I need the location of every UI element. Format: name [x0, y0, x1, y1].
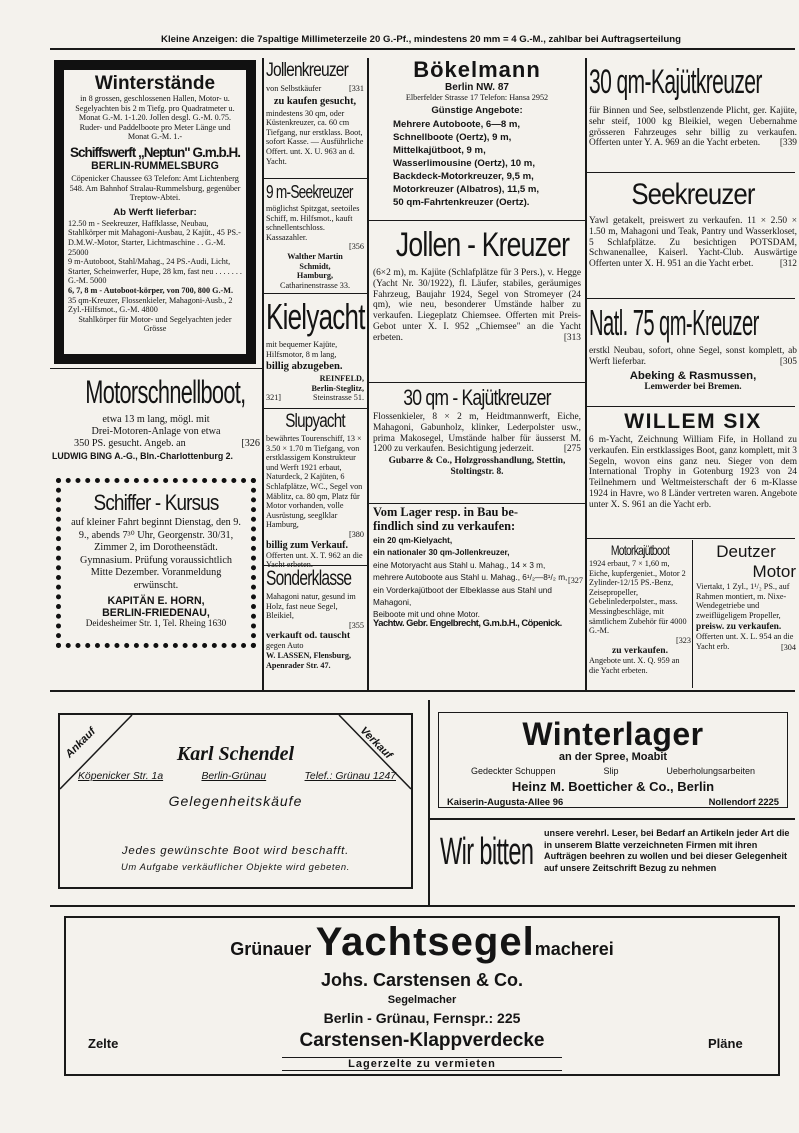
ad-seekreuzer-right — [589, 174, 797, 270]
ad-rule — [429, 818, 795, 820]
ad-willemsix — [589, 408, 797, 511]
ad-name: Walther Martin — [287, 251, 343, 261]
list-item: eine Motoryacht aus Stahl u. Mahag., 14 × 3 m, — [373, 560, 546, 570]
ad-title: 9 m-Seekreuzer — [266, 182, 353, 202]
ad-title: Schiffer - Kursus — [93, 490, 219, 515]
corner-label-left: Ankauf — [63, 725, 99, 761]
ad-title: Sonderklasse — [266, 567, 352, 590]
ad-title: Motorschnellboot, — [85, 374, 246, 410]
ad-name: Schmidt, — [299, 261, 331, 271]
ad-title: Bökelmann — [413, 57, 541, 82]
ad-text: bewährtes Tourenschiff, 13 × 3.50 × 1.70 m Tiefgang, von erstklassigem Konstrukteur und Werft 1921 erbaut, Naturdeck, 2 Kajüten, 6 Schlafplätze, WC., Segel von Mäblitz, ca. 80 qm, Platz für Motor vorhanden, volle Ausrüstung, seeglklar Hamburg, — [266, 434, 363, 530]
list-item: Wasserlimousine (Oertz), 10 m, — [393, 157, 535, 169]
feature: Ueberholungsarbeiten — [666, 766, 755, 776]
ad-text: Flossenkieler, 8 × 2 m, Heidtmannwerft, Eiche, Mahagoni, Gabunholz, klinker, Lederpolster usw., prima Makosegel, Umstände halber für äusserst M. 1200 zu verkaufen. Besichtigung jederzeit. — [373, 412, 581, 455]
ad-rule — [586, 298, 795, 299]
ad-title: Jollenkreuzer — [266, 60, 348, 81]
company-name: Schiffswerft „Neptun" G.m.b.H. — [70, 144, 240, 160]
ad-deutzer — [696, 542, 796, 652]
list-item: Schnellboote (Oertz), 9 m, — [393, 131, 512, 143]
ad-winterlager — [438, 712, 788, 808]
ad-number: [312 — [779, 258, 797, 269]
list-item: ein nationaler 30 qm-Jollenkreuzer, — [373, 548, 510, 558]
ad-text: billig abzugeben. — [266, 361, 343, 373]
brand-post: macherei — [534, 939, 614, 959]
ad-title: Deutzer — [716, 542, 776, 561]
page-header: Kleine Anzeigen: die 7spaltige Millimeterzeile 20 G.-Pf., mindestens 20 mm = 4 G.-M., zahlbar bei Auftragserteilung — [161, 34, 681, 45]
ad-title: findlich sind zu verkaufen: — [373, 519, 516, 533]
ad-title: Kielyacht — [266, 296, 365, 337]
section-rule — [50, 690, 795, 692]
ad-company: Yachtw. Gebr. Engelbrecht, G.m.b.H., Cöpenick. — [373, 617, 562, 629]
list-item: 6, 7, 8 m - Autoboot-körper, von 700, 800 G.-M. — [68, 285, 234, 295]
ad-title: 30 qm - Kajütkreuzer — [403, 385, 551, 410]
ad-sonderklasse — [266, 566, 364, 670]
ad-city: Lemwerder bei Bremen. — [644, 382, 742, 393]
ad-number: [331 — [348, 84, 364, 93]
ad-rule — [368, 503, 585, 504]
product-right: Pläne — [708, 1036, 743, 1051]
ad-number: [323 — [675, 635, 691, 645]
ad-rule — [50, 368, 262, 369]
company-city: BERLIN-RUMMELSBURG — [91, 159, 219, 172]
ad-address: Deidesheimer Str. 1, Tel. Rheing 1630 — [85, 617, 227, 628]
feature: Gedeckter Schuppen — [470, 766, 556, 776]
list-item: ein Vorderkajütboot der Elbeklasse aus Stahl und Mahagoni, — [373, 585, 552, 608]
ad-text: etwa 13 m lang, mögl. mit — [102, 414, 210, 425]
ad-text: Jedes gewünschte Boot wird beschafft. — [121, 845, 350, 857]
rent-line — [282, 1057, 562, 1071]
ad-company: W. LASSEN, Flensburg, Apenrader Str. 47. — [266, 650, 352, 670]
ad-captain: KAPITÄN E. HORN, — [107, 594, 205, 607]
ad-text: Mahagoni natur, gesund im Holz, fast neue Segel, Bleikiel, — [266, 592, 356, 621]
ad-jollenkreuzer-big — [373, 222, 581, 343]
list-item: mehrere Autoboote aus Stahl u. Mahag., 6¹/₂—8¹/₂ m, — [373, 573, 568, 583]
company-name: Karl Schendel — [176, 743, 295, 765]
list-item: Stahlkörper für Motor- und Segelyachten jeder Grösse — [78, 314, 232, 334]
company-address: Cöpenicker Chaussee 63 Telefon: Amt Lichtenberg 548. Am Bahnhof Stralau-Rummelsburg, gegenüber Treptow-Abtei. — [69, 173, 241, 203]
phone: Nollendorf 2225 — [708, 796, 779, 807]
ad-text: mit bequemer Kajüte, Hilfsmotor, 8 m lang, — [266, 340, 338, 359]
ad-subtitle: an der Spree, Moabit — [558, 751, 668, 763]
ad-motorkajuet — [589, 542, 691, 676]
column-rule — [428, 700, 430, 906]
ad-number: [327 — [567, 575, 583, 585]
ad-rule — [368, 220, 585, 221]
ad-text: mindestens 30 qm, oder Küstenkreuzer, ca. 60 cm Tiefgang, nur erstklass. Boot, sofort Kasse. — Ausführliche Offert. unt. X. U. 963 an d. Yacht. — [266, 108, 364, 166]
ad-title: Wir bitten — [440, 831, 534, 873]
ad-text: Offerten unt. X. T. 962 an die — [266, 550, 363, 560]
ad-company: Gubarre & Co., Holzgrosshandlung, Stettin, Stoltingstr. 8. — [388, 455, 566, 477]
ad-name: Berlin-Steglitz, — [311, 383, 364, 393]
ad-name: Hamburg, — [296, 271, 334, 281]
ad-kielyacht — [266, 294, 364, 403]
ad-text: zu kaufen gesucht, — [273, 95, 357, 107]
ad-address: LUDWIG BING A.-G., Bln.-Charlottenburg 2. — [52, 451, 233, 461]
ad-rule — [586, 172, 795, 173]
ad-number: [305 — [779, 356, 797, 367]
section-rule — [50, 905, 795, 907]
list-item: Mehrere Autoboote, 6—8 m, — [393, 118, 521, 130]
ad-text: erstkl Neubau, sofort, ohne Segel, sonst komplett, ab Werft lieferbar. — [589, 346, 797, 367]
ad-rule — [368, 382, 585, 383]
ad-number: [355 — [348, 620, 364, 630]
ad-intro: in 8 grossen, geschlossenen Hallen, Motor- u. Segelyachten bis 2 m Tiefg. pro Quadratmeter u. Monat G.-M. 1-1.20. Jollen desgl. G.-M. 0.75. Ruder- und Paddelboote pro Meter Länge und Monat G.-M. 1.- — [75, 94, 235, 142]
phone: Telef.: Grünau 1247 — [304, 771, 396, 782]
company-name: Johs. Carstensen & Co. — [320, 970, 524, 990]
ad-title: 30 qm-Kajütkreuzer — [589, 63, 762, 101]
ad-title: Jollen - Kreuzer — [395, 226, 570, 264]
product-left: Zelte — [88, 1036, 119, 1051]
ad-title: Seekreuzer — [631, 178, 755, 211]
ad-kajuet30-mid — [373, 384, 581, 478]
ad-subhead: Günstige Angebote: — [431, 104, 523, 116]
ad-text: 6 m-Yacht, Zeichnung William Fife, in Holland zu verkaufen. Ein erstklassiges Boot, ganz komplett, mit 3 Segeln, wovon eins ganz neu. Sieger von dem International Trophy in Gotenburg 1923 von 24 Teilnehmern und Weltmeisterschaft der 6 m-Klasse 1924 in Havre, wo 8 Länder vertreten waren. Angebote unter X. S. 961 an die Yacht erb. — [589, 435, 797, 510]
ad-winterstaende — [54, 60, 256, 364]
header-rule — [50, 48, 795, 50]
ad-text: von Selbstkäufer — [266, 84, 322, 93]
list-item: 9 m-Autoboot, Stahl/Mahag., 24 PS.-Audi, Licht, Starter, Scheinwerfer, Hupe, 28 km, fast neu . . . . . . . G.-M. 5000 — [68, 257, 242, 286]
column-rule — [585, 58, 587, 690]
ad-address: Steinstrasse 51. — [313, 393, 364, 403]
product-name: Carstensen-Klappverdecke — [299, 1030, 545, 1051]
ad-name: REINFELD, — [319, 374, 364, 384]
ad-lager — [373, 505, 583, 628]
brand-main: Yachtsegel — [315, 920, 535, 964]
column-rule — [367, 58, 369, 690]
ad-text: Yawl getakelt, preiswert zu verkaufen. 11 × 2.50 × 1.50 m, Mahagoni und Teak, Pantry und Wasserkloset, 5 Schlafplätze. Zu besichtigen POTSDAM, Schwanenallee, Kaiserl. Yacht-Club. Auswärtige Offerten unter X. H. 951 an die Yacht erbet. — [589, 216, 797, 270]
ad-kajuet30-top — [589, 58, 797, 149]
list-item: Mittelkajütboot, 9 m, — [393, 144, 486, 156]
list-item: Beiboote mit und ohne Motor. — [373, 610, 480, 620]
ad-schendel — [58, 713, 413, 889]
ad-text: Angebote unt. X. Q. 959 an die Yacht erbeten. — [589, 656, 680, 675]
ad-text: preisw. zu verkaufen. — [696, 622, 782, 633]
list-item: ein 20 qm-Kielyacht, — [373, 536, 453, 545]
ad-text: Viertakt, 1 Zyl., 1¹/₂ PS., auf Rahmen montiert, m. Nixe-Wendegetriebe und zweiflügeligem Propeller, — [696, 582, 790, 620]
ad-rule — [263, 178, 367, 179]
ad-nat75 — [589, 300, 797, 393]
ad-text: unsere verehrl. Leser, bei Bedarf an Artikeln jeder Art die in unserem Blatte verzeichneten Firmen mit ihren Aufträgen beehren zu wollen und bei dieser Gelegenheit auf unsere Zeitschrift Bezug zu nehmen — [544, 828, 790, 873]
list-item: 35 qm-Kreuzer, Flossenkieler, Mahagoni-Ausb., 2 Zyl.-Hilfsmot., G.-M. 4800 — [68, 295, 233, 315]
list-item: 12.50 m - Seekreuzer, Haffklasse, Neubau, Stahlkörper mit Mahagoni-Ausbau, 2 Kajüt., 45 PS.-D.M.W.-Motor, Starter, Lichtmaschine . . G.-M. 25000 — [68, 218, 241, 257]
ad-title: Winterlager — [522, 716, 704, 752]
company-trade: Segelmacher — [387, 994, 457, 1006]
company-city: Berlin - Grünau, Fernspr.: 225 — [323, 1010, 521, 1026]
ad-title: Winterstände — [94, 73, 216, 94]
ad-wirbitten — [440, 822, 795, 890]
ad-number: 321] — [266, 393, 282, 403]
ad-schiffer — [56, 478, 256, 648]
ad-slupyacht — [266, 409, 364, 570]
address-line — [78, 771, 396, 782]
corner-label-right: Verkauf — [357, 724, 395, 762]
ad-text: auf kleiner Fahrt beginnt Dienstag, den 9. 9., abends 7³⁰ Uhr, Georgenstr. 30/31, Zimmer 2, im Dorotheenstädt. Gymnasium. Prüfung voraussichtlich Mitte Dezember. Voranmeldung erwünscht. — [71, 517, 241, 591]
ad-number: [380 — [348, 529, 364, 539]
column-rule — [692, 540, 693, 688]
ad-number: [275 — [563, 444, 581, 455]
ad-text: (6×2 m), m. Kajüte (Schlafplätze für 3 Pers.), v. Hegge (Yacht Nr. 30/1922), fl. Läufer, stabiles, geräumiges Fahrzeug, Baujahr 1924, Segel von Stromeyer (24 qm), wie neu, besonderer Umstände halber zu verkaufen. Liegeplatz Chiemsee. Offerten mit Preis-Gebot unter X. I. 952 „Chiemsee" an die Yacht erbeten. — [373, 268, 581, 343]
company-city: Berlin NW. 87 — [445, 82, 509, 93]
ad-title: Vom Lager resp. in Bau be- — [373, 505, 519, 519]
brand-pre: Grünauer — [230, 939, 312, 959]
ad-number: [339 — [779, 138, 797, 149]
ad-city: BERLIN-FRIEDENAU, — [102, 606, 210, 619]
ad-text: 350 PS. gesucht. Angeb. an — [74, 438, 186, 449]
ad-text: 1924 erbaut, 7 × 1,60 m, Eiche, kupfergeniet., Motor 2 Zylinder-12/15 PS.-Benz, Zeisepropeller, Gebelinlederpolster., mass. Messingbeschläge, mit sämtlichem Zubehör für 4000 G.-M. — [589, 559, 687, 636]
ad-text: für Binnen und See, selbstlenzende Plicht, ger. Kajüte, sehr steif, 1000 kg Bleikiel, wegen Uebernahme grösseren Fahrzeuges sehr billig zu verkaufen. Offerten unter Y. A. 969 an die Yacht erbeten. — [589, 106, 797, 149]
list-item: Motorkreuzer (Albatros), 11,5 m, — [393, 183, 540, 195]
ad-text: billig zum Verkauf. — [266, 539, 348, 551]
ad-text: gegen Auto — [266, 641, 304, 651]
ad-bokelmann — [371, 58, 583, 209]
company-address: Elberfelder Strasse 17 Telefon: Hansa 2952 — [405, 93, 549, 102]
ad-motorschnellboot — [52, 370, 260, 461]
ad-yachtsegel — [64, 916, 780, 1076]
ad-text: Offerten unt. X. L. 954 an die Yacht erb. — [696, 632, 794, 651]
ad-text: verkauft od. tauscht — [266, 630, 351, 642]
address: Kaiserin-Augusta-Allee 96 — [447, 796, 564, 807]
ad-title: Natl. 75 qm-Kreuzer — [589, 302, 759, 343]
ad-rule — [586, 538, 795, 539]
ad-text: Drei-Motoren-Anlage von etwa — [91, 426, 221, 437]
column-rule — [262, 58, 264, 690]
ad-address: Catharinenstrasse 33. — [279, 280, 351, 290]
list-item: Backdeck-Motorkreuzer, 9,5 m, — [393, 170, 534, 182]
city: Berlin-Grünau — [201, 771, 267, 782]
ad-number: [326 — [241, 438, 260, 449]
ad-number: [356 — [348, 242, 364, 252]
ad-title: Motor — [752, 562, 796, 581]
ad-rule — [586, 406, 795, 407]
ad-text: möglichst Spitzgat, seetoiles Schiff, m. Hilfsmot., kauft schnellentschloss. Kassazahler. — [266, 204, 360, 242]
ad-company: Abeking & Rasmussen, — [629, 370, 757, 383]
tagline: Gelegenheitskäufe — [168, 793, 303, 809]
ad-title: Slupyacht — [285, 411, 345, 432]
ad-text: Um Aufgabe verkäuflicher Objekte wird gebeten. — [121, 861, 350, 872]
ad-title: WILLEM SIX — [624, 410, 762, 433]
ad-number: [313 — [563, 332, 581, 343]
ad-text: zu verkaufen. — [612, 645, 668, 657]
company-name: Heinz M. Boetticher & Co., Berlin — [511, 779, 715, 794]
ad-title: Motorkajütboot — [610, 542, 670, 558]
ad-subhead: Ab Werft lieferbar: — [113, 206, 197, 218]
street: Köpenicker Str. 1a — [78, 771, 164, 782]
feature: Slip — [603, 766, 619, 776]
ad-number: [304 — [780, 642, 796, 652]
ad-jollenkreuzer-small — [266, 58, 364, 166]
ad-seekreuzer-small — [266, 180, 364, 290]
rent-text: Lagerzelte zu vermieten — [348, 1058, 496, 1070]
list-item: 50 qm-Fahrtenkreuzer (Oertz). — [393, 196, 530, 208]
